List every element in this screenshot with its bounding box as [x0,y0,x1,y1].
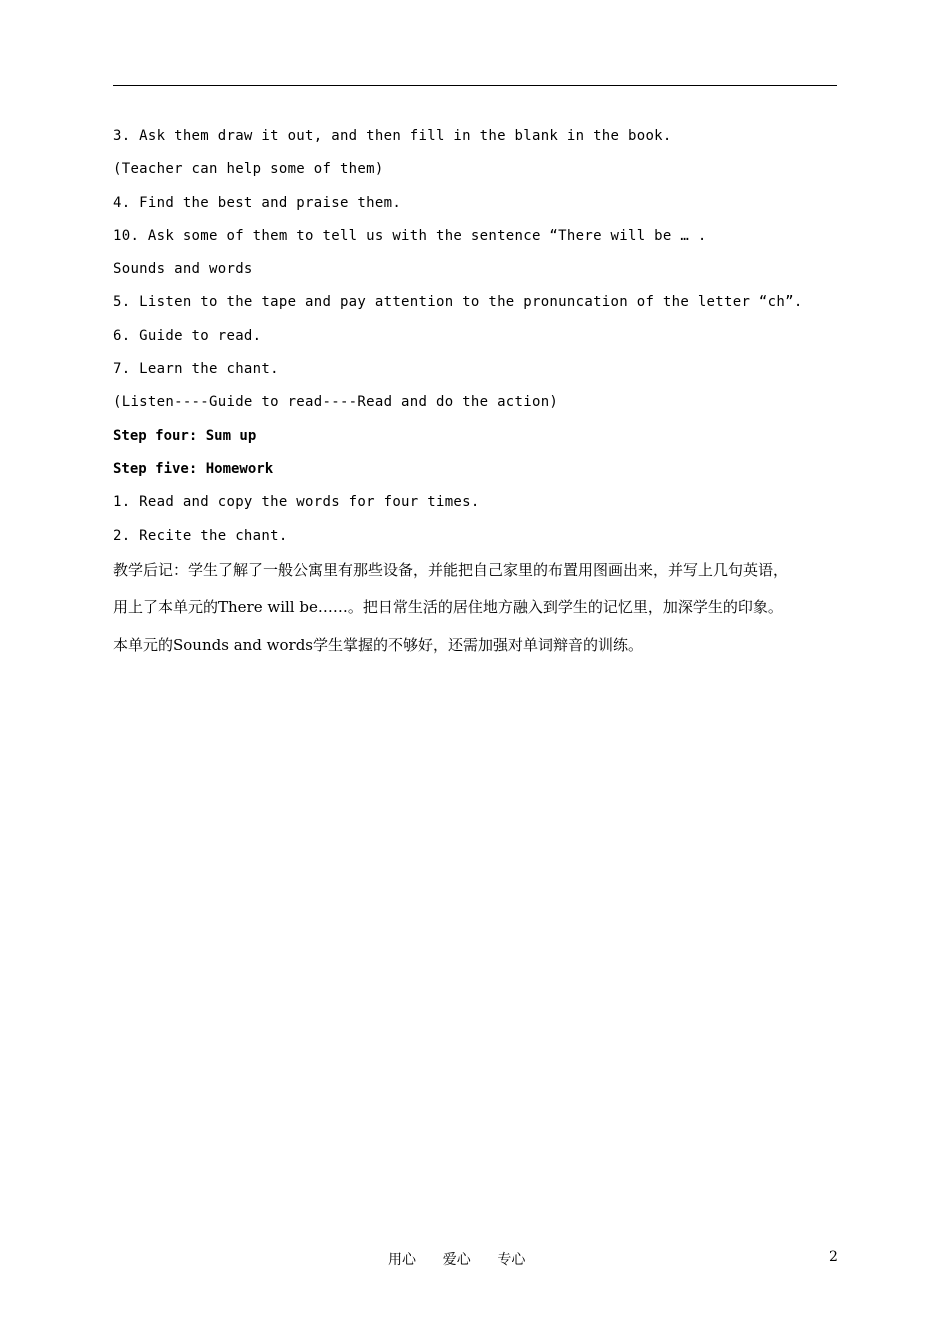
lesson-steps [113,126,853,546]
document-body [113,126,853,664]
lesson-line: 2. Recite the chant. [113,527,288,544]
footer-motto-3: 专心 [497,1252,526,1268]
teaching-note-line: 用上了本单元的There will be……。把日常生活的居住地方融入到学生的记忆里，加深学生的印象。 [113,598,783,617]
lesson-line: (Listen----Guide to read----Read and do the action) [113,394,559,411]
teaching-note-line: 教学后记：学生了解了一般公寓里有那些设备，并能把自己家里的布置用图画出来，并写上几句英语， [113,560,789,579]
step-heading: Step five: Homework [113,460,274,477]
lesson-line: 4. Find the best and praise them. [113,194,402,211]
step-heading: Step four: Sum up [113,427,257,444]
teaching-notes [113,552,853,665]
lesson-line: 10. Ask some of them to tell us with the sentence “There will be … . [113,227,707,244]
lesson-line: 5. Listen to the tape and pay attention to the pronuncation of the letter “ch”. [113,294,803,311]
footer-motto [388,1249,525,1269]
lesson-line: Sounds and words [113,261,253,278]
footer-motto-1: 用心 [388,1252,416,1268]
lesson-line: 6. Guide to read. [113,327,262,344]
header-rule [113,85,837,86]
footer-motto-2: 爱心 [442,1252,471,1268]
lesson-line: (Teacher can help some of them) [113,161,384,178]
teaching-note-line: 本单元的Sounds and words学生掌握的不够好，还需加强对单词辩音的训练。 [113,635,644,654]
page-number: 2 [829,1249,838,1265]
lesson-line: 1. Read and copy the words for four times. [113,494,480,511]
lesson-line: 7. Learn the chant. [113,361,279,378]
lesson-line: 3. Ask them draw it out, and then fill in the blank in the book. [113,128,672,144]
